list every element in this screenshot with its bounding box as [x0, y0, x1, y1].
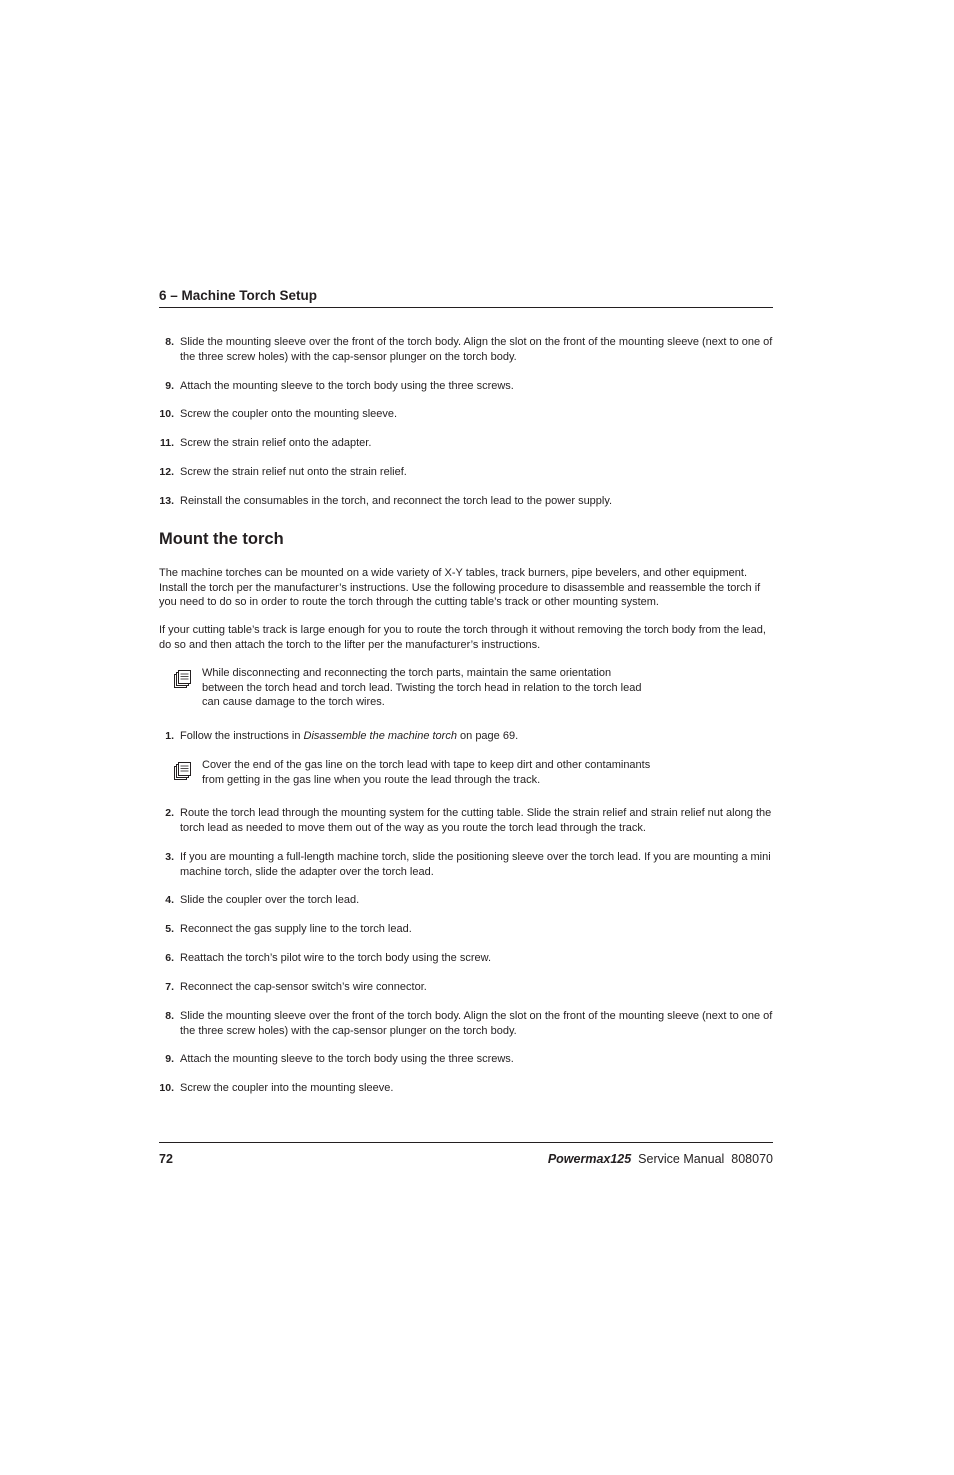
step-number: 10. [159, 1082, 174, 1094]
note-text: While disconnecting and reconnecting the torch parts, maintain the same orientation between the torch head and torch lead. Twisting the torch head in relation to the torch lead can cause damage to the torch wires. [202, 667, 642, 709]
step-number: 11. [159, 437, 174, 449]
part-number: 808070 [731, 1152, 773, 1166]
note-icon [172, 760, 192, 780]
footer-title [548, 1152, 773, 1166]
step-text: Route the torch lead through the mounting system for the cutting table. Slide the strain relief and strain relief nut along the torch lead as needed to move them out of the way as you route the torch lead through the track. [180, 807, 772, 834]
footer-divider [159, 1142, 773, 1143]
step-text: Screw the strain relief onto the adapter. [180, 437, 372, 449]
step-text: Attach the mounting sleeve to the torch body using the three screws. [180, 380, 514, 392]
step-number: 13. [159, 495, 174, 507]
cross-reference-link[interactable]: Disassemble the machine torch [303, 730, 457, 742]
step-number: 7. [165, 981, 174, 993]
page-number: 72 [159, 1152, 173, 1166]
step-number: 10. [159, 408, 174, 420]
intro-paragraph: The machine torches can be mounted on a wide variety of X-Y tables, track burners, pipe bevelers, and other equipment. Install the torch per the manufacturer’s instructions. Use the following procedure to disassemble and reassemble the torch if you need to do so in order to route the torch through the cutting table’s track or other mounting system. [159, 567, 761, 609]
step-number: 12. [159, 466, 174, 478]
step-number: 9. [165, 380, 174, 392]
manual-page [159, 0, 773, 1475]
note-text: Cover the end of the gas line on the torch lead with tape to keep dirt and other contaminants from getting in the gas line when you route the lead through the track. [202, 759, 651, 786]
step-number: 8. [165, 336, 174, 348]
step-number: 9. [165, 1053, 174, 1065]
manual-name: Service Manual [638, 1152, 725, 1166]
step-text: If you are mounting a full-length machine torch, slide the positioning sleeve over the torch lead. If you are mounting a mini machine torch, slide the adapter over the torch lead. [180, 851, 771, 878]
step-text: Attach the mounting sleeve to the torch body using the three screws. [180, 1053, 514, 1065]
chapter-header: 6 – Machine Torch Setup [159, 288, 773, 308]
step-number: 3. [165, 851, 174, 863]
step-text: Reattach the torch’s pilot wire to the torch body using the screw. [180, 952, 492, 964]
step-text: Screw the coupler onto the mounting sleeve. [180, 408, 398, 420]
step-text: Screw the strain relief nut onto the strain relief. [180, 466, 407, 478]
step-number: 8. [165, 1010, 174, 1022]
step-text [180, 729, 773, 744]
product-name: Powermax125 [547, 1152, 632, 1166]
step-text: Slide the coupler over the torch lead. [180, 894, 360, 906]
step-text: Slide the mounting sleeve over the front of the torch body. Align the slot on the front of the mounting sleeve (next to one of the three screw holes) with the cap-sensor plunger on the torch body. [180, 1010, 773, 1037]
step-text: Slide the mounting sleeve over the front of the torch body. Align the slot on the front of the mounting sleeve (next to one of the three screw holes) with the cap-sensor plunger on the torch body. [180, 336, 773, 363]
section-title: Mount the torch [159, 530, 284, 548]
step-text-after: on page 69. [456, 730, 519, 742]
step-number: 2. [165, 807, 174, 819]
intro-paragraph: If your cutting table’s track is large enough for you to route the torch through it without removing the torch body from the lead, do so and then attach the torch to the lifter per the manufacturer’s instructions. [159, 624, 766, 651]
step-text: Reconnect the cap-sensor switch’s wire connector. [180, 981, 427, 993]
note-icon [172, 668, 192, 688]
step-number: 1. [165, 730, 174, 742]
step-text: Screw the coupler into the mounting sleeve. [180, 1082, 394, 1094]
step-text-before: Follow the instructions in [180, 730, 304, 742]
step-text: Reinstall the consumables in the torch, and reconnect the torch lead to the power supply. [180, 495, 613, 507]
step-text: Reconnect the gas supply line to the torch lead. [180, 923, 412, 935]
step-number: 5. [165, 923, 174, 935]
step-number: 6. [165, 952, 174, 964]
step-number: 4. [165, 894, 174, 906]
